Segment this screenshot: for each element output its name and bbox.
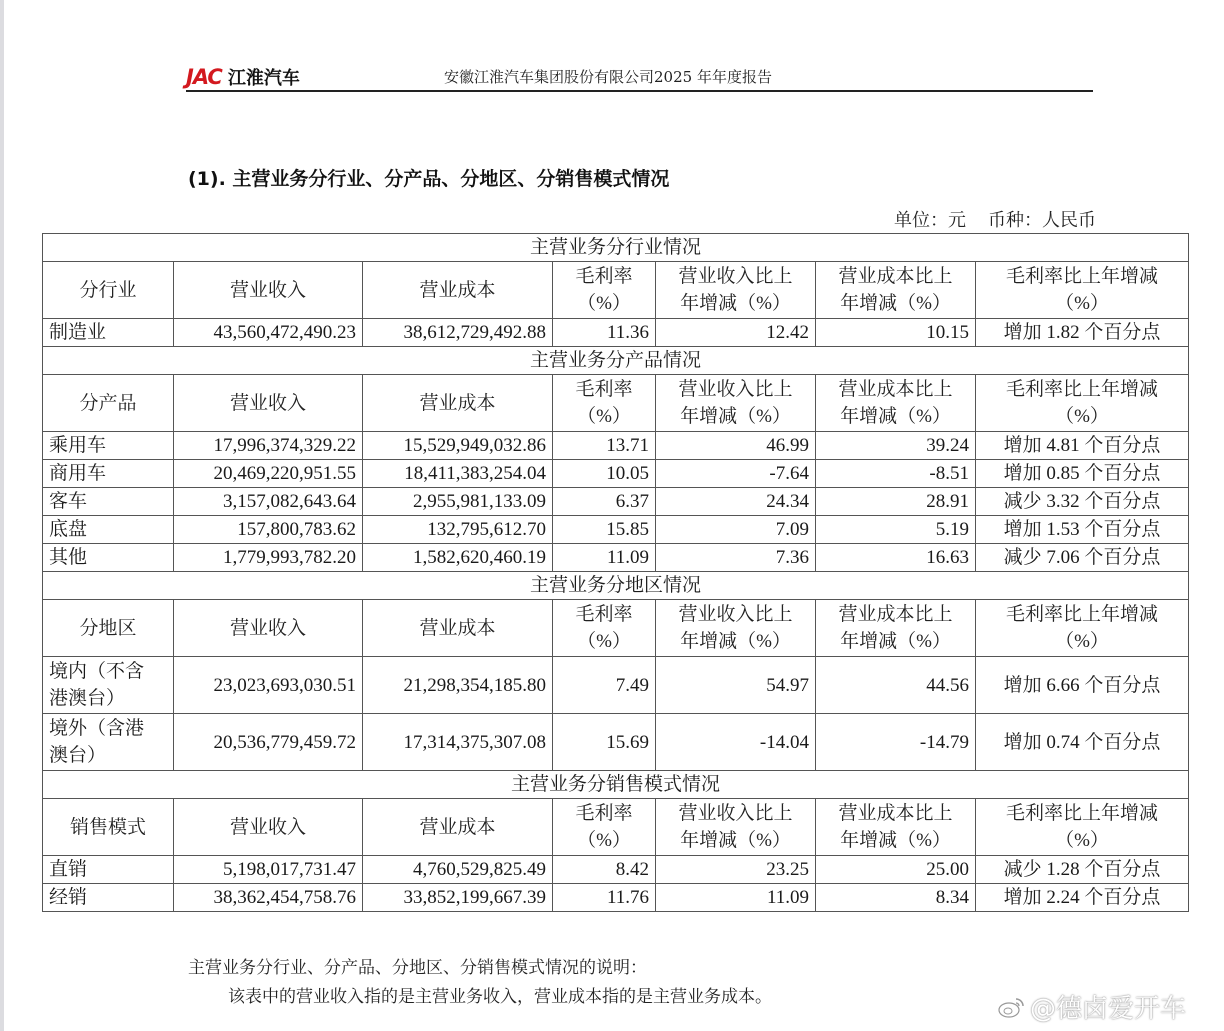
col-dimension: 销售模式 [43,799,174,856]
col-cost: 营业成本 [363,262,553,319]
notes-heading: 主营业务分行业、分产品、分地区、分销售模式情况的说明： [188,958,647,978]
table-row: 其他 1,779,993,782.20 1,582,620,460.19 11.09 7.36 16.63 减少 7.06 个百分点 [43,544,1189,572]
group-title-industry: 主营业务分行业情况 [43,234,1189,262]
col-dimension: 分地区 [43,600,174,657]
logo-jac-text: JAC [186,65,222,89]
page-header [186,62,1093,92]
currency-label: 币种：人民币 [988,210,1096,231]
col-cost: 营业成本 [363,375,553,432]
col-margin: 毛利率 （%） [553,375,656,432]
report-title: 安徽江淮汽车集团股份有限公司2025 年年度报告 [444,68,772,86]
col-dimension: 分产品 [43,375,174,432]
page-edge [0,0,4,1031]
watermark [998,988,1186,1025]
col-margin: 毛利率 （%） [553,799,656,856]
table-row: 客车 3,157,082,643.64 2,955,981,133.09 6.37 24.34 28.91 减少 3.32 个百分点 [43,488,1189,516]
header-row-region [43,600,1189,657]
col-margin: 毛利率 （%） [553,600,656,657]
table-row: 直销 5,198,017,731.47 4,760,529,825.49 8.42 23.25 25.00 减少 1.28 个百分点 [43,856,1189,884]
table-row: 商用车 20,469,220,951.55 18,411,383,254.04 10.05 -7.64 -8.51 增加 0.85 个百分点 [43,460,1189,488]
unit-label: 单位：元 [894,210,966,231]
table-row: 底盘 157,800,783.62 132,795,612.70 15.85 7.09 5.19 增加 1.53 个百分点 [43,516,1189,544]
main-business-table [42,233,1189,912]
table-row: 境内（不含 港澳台） 23,023,693,030.51 21,298,354,185.80 7.49 54.97 44.56 增加 6.66 个百分点 [43,657,1189,714]
col-revenue: 营业收入 [174,262,363,319]
col-revenue-change: 营业收入比上 年增减（%） [656,799,816,856]
col-revenue: 营业收入 [174,600,363,657]
col-margin: 毛利率 （%） [553,262,656,319]
col-cost: 营业成本 [363,799,553,856]
col-margin-change: 毛利率比上年增减 （%） [976,799,1189,856]
header-row-sales-mode [43,799,1189,856]
col-cost-change: 营业成本比上 年增减（%） [816,600,976,657]
col-revenue: 营业收入 [174,799,363,856]
col-revenue-change: 营业收入比上 年增减（%） [656,600,816,657]
weibo-icon [998,995,1026,1019]
group-title-sales-mode: 主营业务分销售模式情况 [43,771,1189,799]
col-cost-change: 营业成本比上 年增减（%） [816,799,976,856]
col-dimension: 分行业 [43,262,174,319]
col-revenue-change: 营业收入比上 年增减（%） [656,375,816,432]
watermark-text: @德卤爱开车 [1030,994,1187,1024]
col-revenue: 营业收入 [174,375,363,432]
unit-currency-line [894,206,1096,232]
logo-cn-text: 江淮汽车 [227,68,300,89]
group-title-region: 主营业务分地区情况 [43,572,1189,600]
table-row: 制造业 43,560,472,490.23 38,612,729,492.88 11.36 12.42 10.15 增加 1.82 个百分点 [43,319,1189,347]
jac-logo [186,64,300,90]
table-row: 经销 38,362,454,758.76 33,852,199,667.39 11.76 11.09 8.34 增加 2.24 个百分点 [43,884,1189,912]
section-title: (1). 主营业务分行业、分产品、分地区、分销售模式情况 [188,168,670,190]
col-cost-change: 营业成本比上 年增减（%） [816,262,976,319]
notes-body: 该表中的营业收入指的是主营业务收入，营业成本指的是主营业务成本。 [228,987,772,1007]
group-title-product: 主营业务分产品情况 [43,347,1189,375]
col-revenue-change: 营业收入比上 年增减（%） [656,262,816,319]
table-row: 乘用车 17,996,374,329.22 15,529,949,032.86 13.71 46.99 39.24 增加 4.81 个百分点 [43,432,1189,460]
col-cost: 营业成本 [363,600,553,657]
table-row: 境外（含港 澳台） 20,536,779,459.72 17,314,375,307.08 15.69 -14.04 -14.79 增加 0.74 个百分点 [43,714,1189,771]
header-row-industry [43,262,1189,319]
col-cost-change: 营业成本比上 年增减（%） [816,375,976,432]
header-row-product [43,375,1189,432]
col-margin-change: 毛利率比上年增减 （%） [976,375,1189,432]
col-margin-change: 毛利率比上年增减 （%） [976,262,1189,319]
col-margin-change: 毛利率比上年增减 （%） [976,600,1189,657]
